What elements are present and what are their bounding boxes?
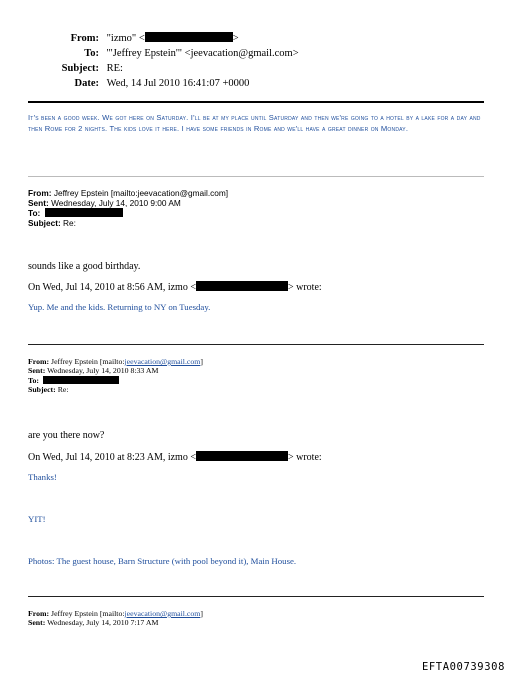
redaction-box (145, 32, 233, 42)
header-divider (28, 101, 484, 103)
redaction-box (196, 281, 288, 291)
bates-number: EFTA00739308 (421, 661, 505, 673)
date-label: Date: (74, 78, 99, 89)
msg2-quoted-photos: Photos: The guest house, Barn Structure (with pool beyond it), Main House. (28, 556, 297, 566)
reply-divider (28, 176, 484, 177)
msg2-sent-label: Sent: (28, 366, 46, 376)
msg2-divider (28, 596, 484, 597)
msg2-from-prefix: Jeffrey Epstein [mailto: (51, 357, 125, 366)
msg2-from-label: From: (28, 357, 50, 366)
msg1-divider (28, 344, 484, 345)
msg2-subject-value: Re: (57, 385, 69, 395)
msg1-quote-suffix: > wrote: (287, 282, 322, 293)
subject-label: Subject: (61, 63, 99, 74)
redaction-box (196, 451, 288, 461)
top-from-row (0, 31, 299, 46)
top-date-row (0, 76, 299, 91)
msg3-email-link[interactable]: jeevacation@gmail.com (124, 609, 201, 618)
msg1-sent-value: Wednesday, July 14, 2010 9:00 AM (51, 197, 181, 208)
redaction-box (45, 208, 123, 217)
msg2-subject-label: Subject: (28, 385, 56, 395)
date-value: Wed, 14 Jul 2010 16:41:07 +0000 (106, 78, 250, 89)
msg2-to-label: To: (28, 375, 39, 385)
reply-body: It's been a good week. We got here on Saturday. I'll be at my place until Saturday and then we're going to a hotel by a lake for a day and then Rome for 2 nights. The kids love it here. I have some friends in Rome and we'll have a great dinner on Monday. (28, 113, 481, 133)
subject-value: RE: (106, 63, 123, 74)
msg2-quote-prefix: On Wed, Jul 14, 2010 at 8:23 AM, izmo < (28, 452, 196, 463)
msg1-from-label: From: (28, 188, 52, 198)
msg2-quoted-yit: YIT! (28, 514, 46, 524)
redaction-box (43, 376, 119, 384)
msg1-subject-label: Subject: (28, 217, 61, 228)
from-value: "izmo" < (106, 33, 145, 44)
msg1-body: sounds like a good birthday. (28, 261, 141, 272)
msg2-sent-value: Wednesday, July 14, 2010 8:33 AM (47, 366, 159, 376)
msg1-sent-label: Sent: (28, 197, 49, 208)
msg3-from-suffix: ] (200, 609, 203, 618)
top-header (0, 31, 299, 91)
msg3-sent-label: Sent: (28, 618, 46, 628)
msg2-quote-suffix: > wrote: (287, 452, 322, 463)
msg3-sent-value: Wednesday, July 14, 2010 7:17 AM (47, 618, 159, 628)
msg1-from-value: Jeffrey Epstein [mailto:jeevacation@gmail.com] (53, 188, 229, 198)
msg1-header (28, 189, 228, 228)
msg1-subject-value: Re: (63, 217, 76, 228)
msg2-quoted-thanks: Thanks! (28, 472, 57, 482)
msg2-body: are you there now? (28, 430, 105, 441)
from-label: From: (70, 33, 99, 44)
top-subject-row (0, 61, 299, 76)
msg2-quote-line (28, 451, 322, 463)
to-value: '"Jeffrey Epstein'" <jeevacation@gmail.com> (106, 48, 299, 59)
msg3-header (28, 609, 203, 628)
msg1-quote-line (28, 281, 322, 293)
top-to-row (0, 46, 299, 61)
msg3-from-label: From: (28, 609, 50, 618)
msg3-from-prefix: Jeffrey Epstein [mailto: (51, 609, 125, 618)
msg2-email-link[interactable]: jeevacation@gmail.com (124, 357, 201, 366)
from-value-suffix: > (232, 33, 239, 44)
msg2-from-suffix: ] (200, 357, 203, 366)
msg1-quote-prefix: On Wed, Jul 14, 2010 at 8:56 AM, izmo < (28, 282, 196, 293)
msg1-to-label: To: (28, 208, 41, 219)
msg2-header (28, 357, 203, 395)
msg1-quoted-text: Yup. Me and the kids. Returning to NY on Tuesday. (28, 302, 211, 312)
to-label: To: (84, 48, 99, 59)
